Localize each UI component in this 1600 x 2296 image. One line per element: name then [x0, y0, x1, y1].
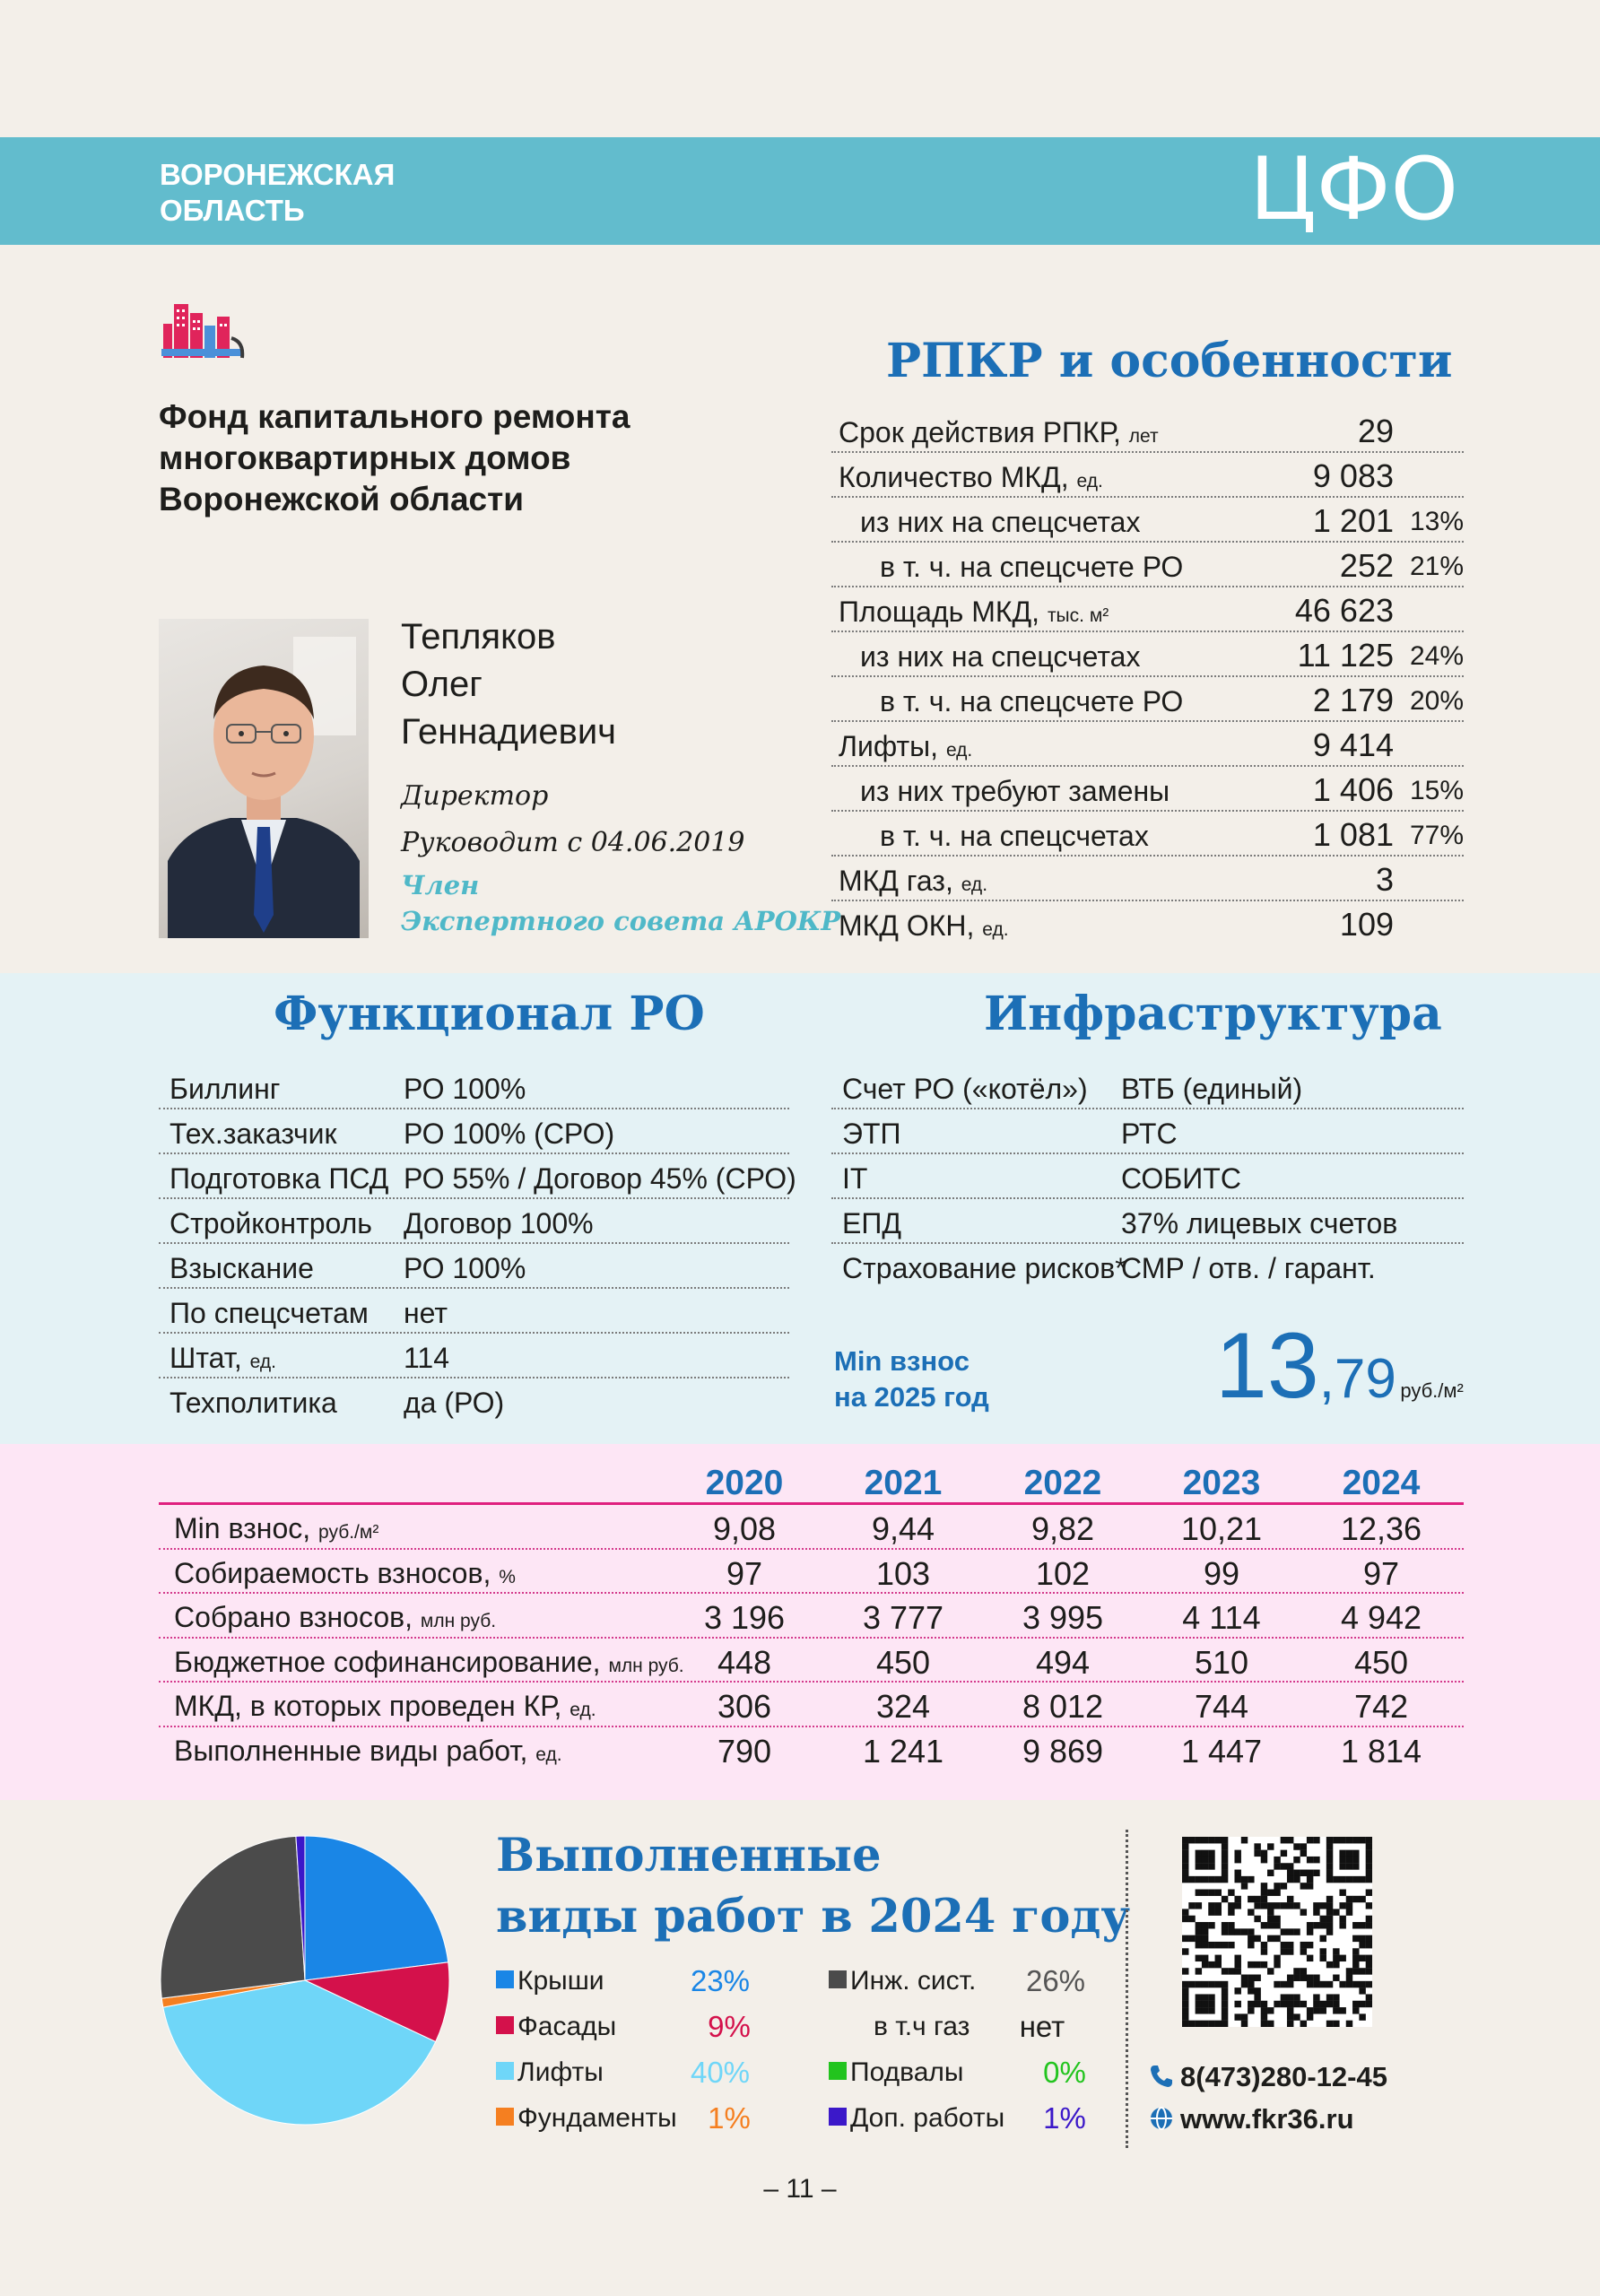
rpkr-label: Площадь МКД, тыс. м² [839, 596, 1109, 628]
legend-item [829, 2103, 1004, 2134]
legend-label: Крыши [517, 1966, 604, 1996]
globe-icon [1148, 2105, 1175, 2132]
year-row [159, 1727, 1464, 1772]
rpkr-percent: 20% [1409, 686, 1464, 716]
year-row [159, 1505, 1464, 1550]
legend-item [874, 2012, 970, 2042]
legend-percent: нет [1019, 2010, 1065, 2043]
rpkr-title: РПКР и особенности [886, 334, 1453, 388]
func-value: РО 55% / Договор 45% (СРО) [404, 1162, 796, 1195]
year-value: 510 [1194, 1643, 1249, 1681]
year-value: 742 [1353, 1688, 1409, 1725]
year-value: 9,44 [871, 1510, 935, 1547]
legend-label: Подвалы [850, 2057, 964, 2087]
rpkr-value: 1 201 [1312, 502, 1394, 539]
func-row [159, 1065, 789, 1109]
organization-name: Фонд капитального ремонта многоквартирных домов Воронежской области [159, 398, 630, 517]
director-photo [159, 619, 369, 938]
infra-label: Счет РО («котёл») [842, 1073, 1088, 1105]
year-value: 448 [717, 1643, 772, 1681]
rpkr-value: 109 [1339, 906, 1394, 943]
year-value: 9,82 [1030, 1510, 1095, 1547]
phone-icon [1148, 2063, 1175, 2090]
year-value: 103 [875, 1554, 931, 1592]
legend-swatch [496, 1970, 514, 1988]
legend-swatch [496, 2108, 514, 2126]
year-value: 102 [1035, 1554, 1091, 1592]
rpkr-label: Количество МКД, ед. [839, 461, 1103, 493]
year-header-row [159, 1462, 1464, 1505]
year-value: 9 869 [1022, 1732, 1104, 1770]
legend-item [496, 2057, 604, 2088]
func-value: 114 [404, 1342, 450, 1374]
rpkr-value: 3 [1375, 861, 1394, 898]
federal-district: ЦФО [1249, 139, 1458, 239]
func-value: да (РО) [404, 1387, 505, 1419]
rpkr-row [831, 453, 1464, 498]
func-row [159, 1334, 789, 1378]
infra-title: Инфраструктура [984, 987, 1442, 1041]
director-membership: Член Экспертного совета АРОКР [401, 870, 841, 936]
legend-swatch [829, 2062, 847, 2080]
year-value: 3 196 [703, 1599, 786, 1636]
legend-percent: 26% [1025, 1964, 1086, 1997]
rpkr-row [831, 498, 1464, 543]
func-label: По спецсчетам [170, 1297, 369, 1329]
year-value: 4 942 [1340, 1599, 1422, 1636]
rpkr-percent: 24% [1409, 641, 1464, 671]
rpkr-label: из них на спецсчетах [860, 506, 1141, 538]
year-value: 324 [875, 1688, 931, 1725]
year-value: 3 995 [1022, 1599, 1104, 1636]
legend-label: в т.ч газ [874, 2012, 970, 2041]
year-value: 99 [1203, 1554, 1240, 1592]
rpkr-row [831, 857, 1464, 901]
year-value: 790 [717, 1732, 772, 1770]
func-label: Тех.заказчик [170, 1118, 337, 1150]
func-label: Взыскание [170, 1252, 314, 1284]
rpkr-row [831, 901, 1464, 946]
year-value: 744 [1194, 1688, 1249, 1725]
rpkr-label: в т. ч. на спецсчете РО [880, 551, 1184, 583]
func-title: Функционал РО [274, 987, 705, 1041]
infra-row [831, 1109, 1464, 1154]
infra-value: 37% лицевых счетов [1121, 1207, 1398, 1239]
year-value: 3 777 [862, 1599, 944, 1636]
rpkr-row [831, 587, 1464, 632]
func-label: Подготовка ПСД [170, 1162, 389, 1195]
rpkr-label: Лифты, ед. [839, 730, 973, 762]
rpkr-percent: 77% [1409, 821, 1464, 850]
infra-row [831, 1065, 1464, 1109]
year-header: 2024 [1342, 1464, 1421, 1502]
legend-label: Лифты [517, 2057, 604, 2087]
rpkr-value: 1 406 [1312, 771, 1394, 808]
func-row [159, 1109, 789, 1154]
yearly-table [159, 1462, 1464, 1771]
rpkr-row [831, 408, 1464, 453]
director-role [401, 773, 745, 866]
func-row [159, 1154, 796, 1199]
year-header: 2021 [864, 1464, 943, 1502]
year-row-label: Бюджетное софинансирование, млн руб. [174, 1645, 684, 1678]
infra-row [831, 1244, 1464, 1289]
legend-item [496, 2103, 677, 2134]
year-row-label: Собираемость взносов, % [174, 1556, 516, 1589]
year-value: 97 [726, 1554, 763, 1592]
year-row-label: Min взнос, руб./м² [174, 1512, 379, 1544]
rpkr-label: из них на спецсчетах [860, 640, 1141, 673]
rpkr-row [831, 543, 1464, 587]
rpkr-row [831, 677, 1464, 722]
func-label: Штат, ед. [170, 1342, 276, 1374]
func-label: Стройконтроль [170, 1207, 372, 1239]
year-value: 10,21 [1180, 1510, 1263, 1547]
director-position: Директор [401, 780, 549, 812]
infra-table [831, 1065, 1464, 1289]
fund-logo [161, 299, 248, 367]
func-value: РО 100% [404, 1252, 526, 1284]
legend-item [829, 1966, 976, 1996]
legend-percent: 23% [690, 1964, 751, 1997]
year-header: 2023 [1182, 1464, 1261, 1502]
legend-swatch [496, 2016, 514, 2034]
year-row [159, 1550, 1464, 1595]
infra-value: СМР / отв. / гарант. [1121, 1252, 1376, 1284]
year-row-label: Выполненные виды работ, ед. [174, 1734, 562, 1767]
min-fee-label: Min взнос на 2025 год [834, 1345, 989, 1413]
rpkr-percent: 21% [1409, 552, 1464, 581]
rpkr-value: 1 081 [1312, 816, 1394, 853]
rpkr-label: из них требуют замены [860, 775, 1170, 807]
legend-label: Инж. сист. [850, 1966, 977, 1996]
year-header: 2022 [1023, 1464, 1102, 1502]
director-name: Тепляков Олег Геннадиевич [401, 617, 617, 752]
func-row [159, 1199, 789, 1244]
region-name: ВОРОНЕЖСКАЯ ОБЛАСТЬ [160, 158, 396, 227]
year-row [159, 1639, 1464, 1683]
rpkr-value: 9 083 [1312, 457, 1394, 494]
rpkr-label: в т. ч. на спецсчете РО [880, 685, 1184, 718]
infra-label: Страхование рисков* [842, 1252, 1126, 1284]
legend-label: Доп. работы [850, 2103, 1005, 2133]
legend-label: Фасады [517, 2012, 617, 2041]
rpkr-row [831, 722, 1464, 767]
legend-item [829, 2057, 963, 2088]
year-value: 1 241 [862, 1732, 944, 1770]
rpkr-row [831, 632, 1464, 677]
func-label: Биллинг [170, 1073, 281, 1105]
pie-slice-Крыши [305, 1836, 448, 1980]
year-value: 1 447 [1180, 1732, 1263, 1770]
infra-value: РТС [1121, 1118, 1178, 1150]
year-value: 4 114 [1182, 1599, 1261, 1636]
rpkr-value: 2 179 [1312, 682, 1394, 718]
works-pie-chart [159, 1834, 451, 2126]
website-contact[interactable]: www.fkr36.ru [1148, 2103, 1354, 2135]
rpkr-label: МКД газ, ед. [839, 865, 988, 897]
year-value: 494 [1035, 1643, 1091, 1681]
func-row [159, 1244, 789, 1289]
legend-item [496, 2012, 616, 2042]
infra-value: ВТБ (единый) [1121, 1073, 1303, 1105]
func-table [159, 1065, 796, 1423]
infra-label: ЭТП [842, 1118, 901, 1150]
func-value: РО 100% (СРО) [404, 1118, 615, 1150]
min-fee-value: 13,79 руб./м² [1215, 1314, 1464, 1418]
legend-percent: 40% [690, 2056, 751, 2089]
year-header: 2020 [705, 1464, 784, 1502]
page-number: – 11 – [763, 2174, 837, 2204]
legend-swatch [829, 1970, 847, 1988]
year-value: 9,08 [712, 1510, 777, 1547]
legend-swatch [496, 2062, 514, 2080]
legend-label: Фундаменты [517, 2103, 677, 2133]
rpkr-value: 11 125 [1297, 637, 1394, 674]
rpkr-value: 29 [1357, 413, 1394, 449]
year-row-label: Собрано взносов, млн руб. [174, 1601, 497, 1633]
year-value: 450 [875, 1643, 931, 1681]
legend-percent: 0% [1043, 2056, 1086, 2089]
pie-slice-Инж. сист. [161, 1836, 305, 1998]
phone-contact[interactable]: 8(473)280-12-45 [1148, 2061, 1387, 2093]
func-row [159, 1378, 789, 1423]
rpkr-value: 46 623 [1294, 592, 1394, 629]
director-since: Руководит с 04.06.2019 [401, 827, 745, 858]
rpkr-row [831, 812, 1464, 857]
rpkr-percent: 15% [1409, 776, 1464, 805]
vertical-separator [1126, 1830, 1128, 2148]
rpkr-label: Срок действия РПКР, лет [839, 416, 1159, 448]
infra-row [831, 1199, 1464, 1244]
infra-row [831, 1154, 1464, 1199]
rpkr-label: МКД ОКН, ед. [839, 909, 1009, 942]
year-value: 8 012 [1022, 1688, 1104, 1725]
func-label: Техполитика [170, 1387, 337, 1419]
rpkr-value: 9 414 [1312, 726, 1394, 763]
year-row [159, 1594, 1464, 1639]
director-portrait [159, 619, 369, 938]
year-value: 1 814 [1340, 1732, 1422, 1770]
func-value: Договор 100% [404, 1207, 594, 1239]
func-value: РО 100% [404, 1073, 526, 1105]
header-band [0, 137, 1600, 245]
rpkr-row [831, 767, 1464, 812]
year-value: 12,36 [1340, 1510, 1422, 1547]
year-value: 306 [717, 1688, 772, 1725]
works-title: Выполненные виды работ в 2024 году [496, 1829, 1131, 1944]
legend-percent: 1% [708, 2101, 751, 2135]
rpkr-table [831, 408, 1464, 946]
rpkr-label: в т. ч. на спецсчетах [880, 820, 1149, 852]
legend-item [496, 1966, 604, 1996]
rpkr-value: 252 [1339, 547, 1394, 584]
legend-percent: 9% [708, 2010, 751, 2043]
func-row [159, 1289, 789, 1334]
rpkr-percent: 13% [1409, 507, 1464, 536]
year-row-label: МКД, в которых проведен КР, ед. [174, 1690, 596, 1722]
infra-label: ЕПД [842, 1207, 902, 1239]
year-row [159, 1683, 1464, 1727]
infra-value: СОБИТС [1121, 1162, 1241, 1195]
year-value: 450 [1353, 1643, 1409, 1681]
legend-percent: 1% [1043, 2101, 1086, 2135]
year-value: 97 [1362, 1554, 1400, 1592]
func-value: нет [404, 1297, 448, 1329]
legend-swatch [829, 2108, 847, 2126]
infra-label: IT [842, 1162, 868, 1195]
qr-code[interactable] [1182, 1837, 1372, 2027]
